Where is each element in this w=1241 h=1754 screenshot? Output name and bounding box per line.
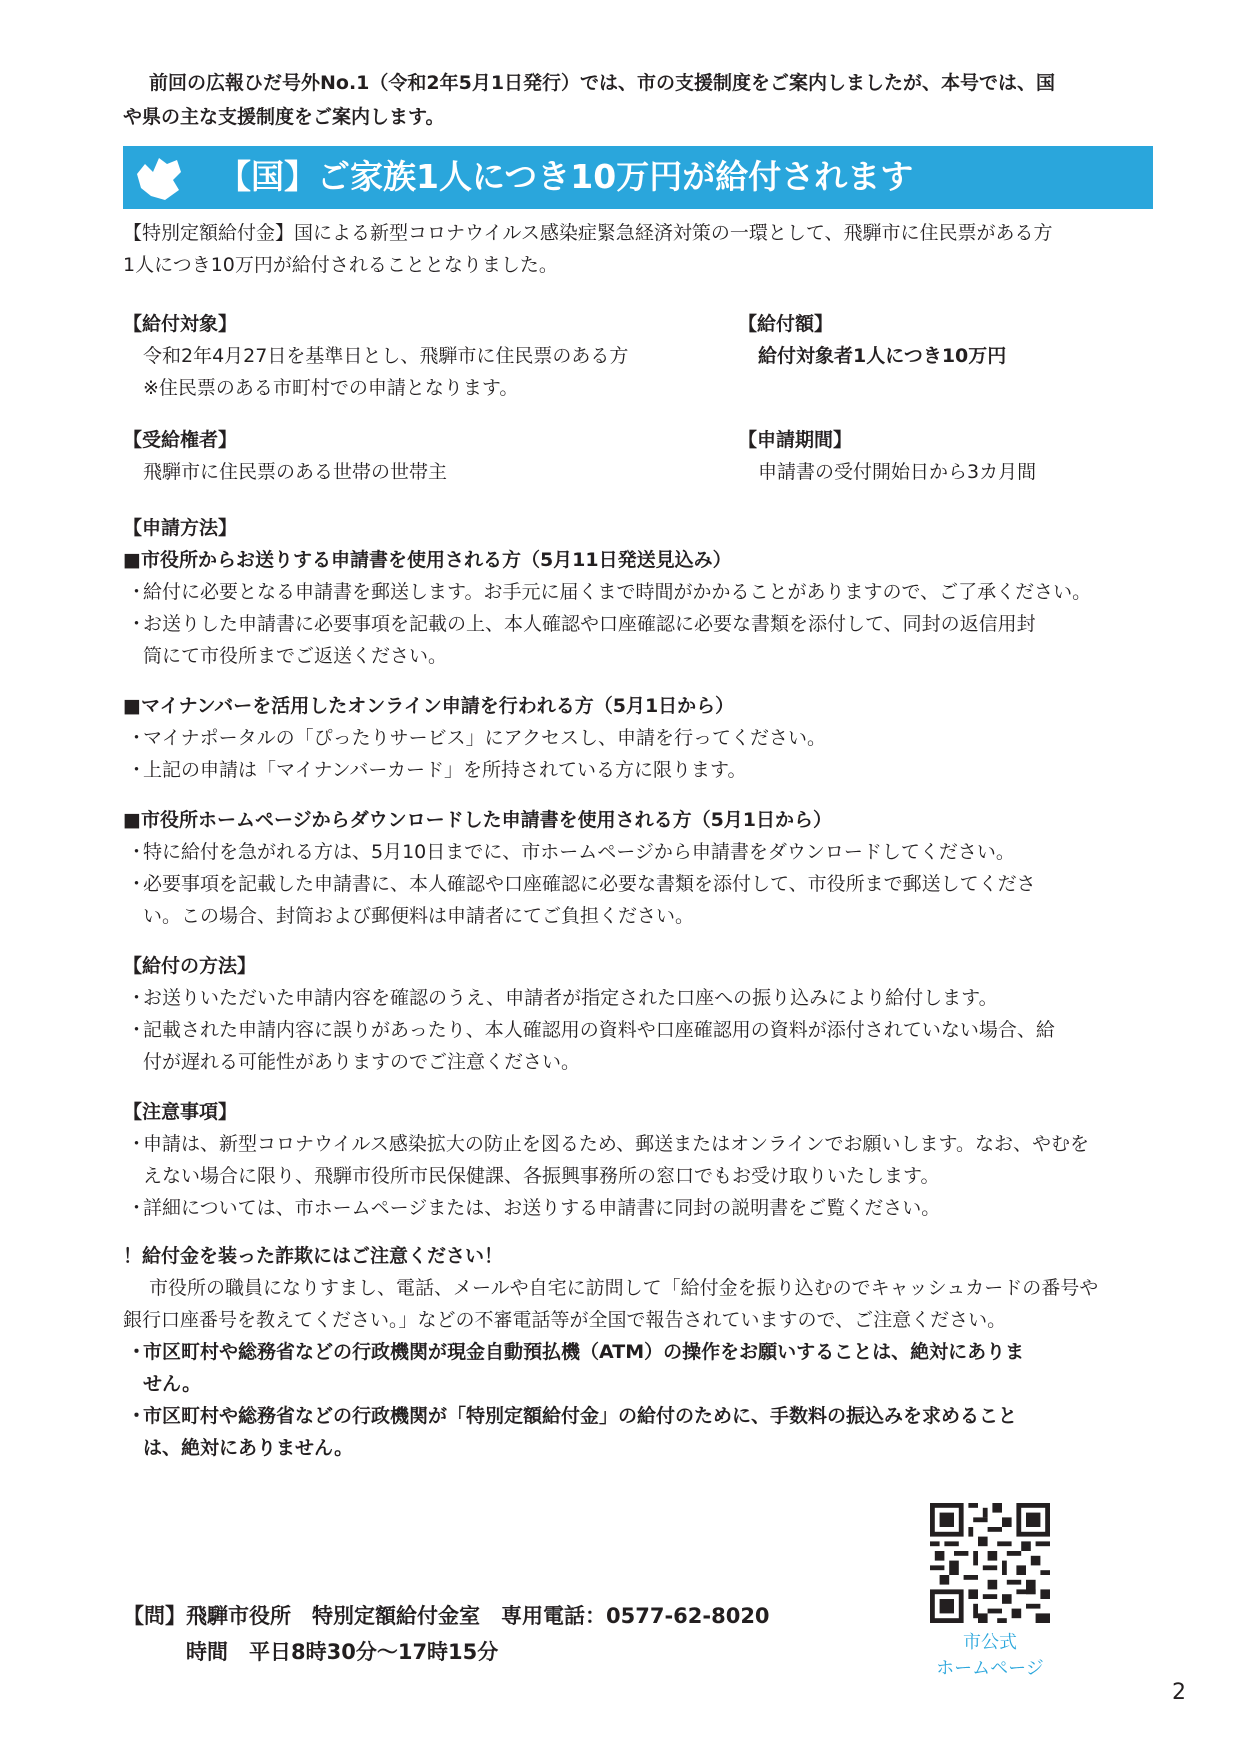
method-block <box>123 512 1153 672</box>
method-sub2 <box>123 690 1153 786</box>
intro-line-2: や県の主な支援制度をご案内します。 <box>123 106 445 128</box>
page-number: 2 <box>1172 1680 1186 1705</box>
lead-line-2: 1人につき10万円が給付されることとなりました。 <box>123 254 558 276</box>
fraud-block <box>123 1240 1153 1464</box>
fraud-line-1: 市役所の職員になりすまし、電話、メールや自宅に訪問して「給付金を振り込むのでキャッシュカードの番号や <box>149 1277 1099 1299</box>
qr-caption-line-2: ホームページ <box>936 1658 1044 1679</box>
recipient-line-1: 飛騨市に住民票のある世帯の世帯主 <box>143 461 448 483</box>
period-block <box>738 424 1036 488</box>
fraud-bullet-1-cont: せん。 <box>143 1373 202 1395</box>
target-line-1: 令和2年4月27日を基準日とし、飛騨市に住民票のある方 <box>143 345 629 367</box>
payment-bullet-1: ・ お送りいただいた申請内容を確認のうえ、申請者が指定された口座への振り込みにより給付します。 <box>127 987 998 1009</box>
period-line-1: 申請書の受付開始日から3カ月間 <box>758 461 1037 483</box>
fraud-bullet-2-cont: は、絶対にありません。 <box>143 1437 354 1459</box>
recipient-heading: 【受給権者】 <box>123 429 238 451</box>
target-block <box>123 308 628 404</box>
period-heading: 【申請期間】 <box>738 429 853 451</box>
method-sub1-bullet-2: ・ お送りした申請書に必要事項を記載の上、本人確認や口座確認に必要な書類を添付して、同封の返信用封 <box>127 613 1036 635</box>
payment-block <box>123 950 1153 1078</box>
method-sub3-bullet-2-cont: い。この場合、封筒および郵便料は申請者にてご負担ください。 <box>143 905 695 927</box>
target-heading: 【給付対象】 <box>123 313 238 335</box>
method-sub3-bullet-2: ・ 必要事項を記載した申請書に、本人確認や口座確認に必要な書類を添付して、市役所まで郵送してくださ <box>127 873 1036 895</box>
lead-line-1: 【特別定額給付金】国による新型コロナウイルス感染症緊急経済対策の一環として、飛騨市に住民票がある方 <box>123 222 1053 244</box>
method-sub2-bullet-2: ・ 上記の申請は「マイナンバーカード」を所持されている方に限ります。 <box>127 759 747 781</box>
qr-code-icon[interactable] <box>930 1503 1050 1623</box>
contact-info <box>123 1598 770 1670</box>
amount-heading: 【給付額】 <box>738 313 834 335</box>
fraud-bullet-2: ・ 市区町村や総務省などの行政機関が「特別定額給付金」の給付のために、手数料の振込みを求めること <box>127 1405 1018 1427</box>
method-sub1-bullet-2-cont: 筒にて市役所までご返送ください。 <box>143 645 448 667</box>
method-sub2-heading: ■マイナンバーを活用したオンライン申請を行われる方（5月1日から） <box>123 695 735 717</box>
qr-caption <box>920 1630 1060 1682</box>
method-sub1-heading: ■市役所からお送りする申請書を使用される方（5月11日発送見込み） <box>123 549 732 571</box>
recipient-block <box>123 424 447 488</box>
contact-line-2: 時間 平日8時30分～17時15分 <box>123 1640 499 1664</box>
notes-bullet-1-cont: えない場合に限り、飛騨市役所市民保健課、各振興事務所の窓口でもお受け取りいたします。 <box>143 1165 940 1187</box>
method-sub1-bullet-1: ・ 給付に必要となる申請書を郵送します。お手元に届くまで時間がかかることがありますので、ご了承ください。 <box>127 581 1092 603</box>
method-sub3 <box>123 804 1153 932</box>
method-sub3-heading: ■市役所ホームページからダウンロードした申請書を使用される方（5月1日から） <box>123 809 833 831</box>
payment-heading: 【給付の方法】 <box>123 955 257 977</box>
banner-title: 【国】ご家族1人につき10万円が給付されます <box>218 157 914 196</box>
contact-line-1: 【問】飛騨市役所 特別定額給付金室 専用電話：0577-62-8020 <box>123 1604 770 1628</box>
payment-bullet-2-cont: 付が遅れる可能性がありますのでご注意ください。 <box>143 1051 581 1073</box>
hida-map-icon <box>131 152 187 204</box>
target-line-2: ※住民票のある市町村での申請となります。 <box>143 377 519 399</box>
intro-line-1: 前回の広報ひだ号外No.1（令和2年5月1日発行）では、市の支援制度をご案内しましたが、本号では、国 <box>149 72 1056 94</box>
fraud-line-2: 銀行口座番号を教えてください。」などの不審電話等が全国で報告されていますので、ご注意ください。 <box>123 1309 1007 1331</box>
method-sub2-bullet-1: ・ マイナポータルの「ぴったりサービス」にアクセスし、申請を行ってください。 <box>127 727 827 749</box>
notes-bullet-2: ・ 詳細については、市ホームページまたは、お送りする申請書に同封の説明書をご覧ください。 <box>127 1197 941 1219</box>
intro <box>123 66 1153 134</box>
payment-bullet-2: ・ 記載された申請内容に誤りがあったり、本人確認用の資料や口座確認用の資料が添付されていない場合、給 <box>127 1019 1055 1041</box>
notes-bullet-1: ・ 申請は、新型コロナウイルス感染拡大の防止を図るため、郵送またはオンラインでお願いします。なお、やむを <box>127 1133 1090 1155</box>
lead <box>123 217 1153 281</box>
qr-caption-line-1: 市公式 <box>963 1632 1017 1653</box>
fraud-heading: ！給付金を装った詐欺にはご注意ください！ <box>123 1245 504 1267</box>
fraud-bullet-1: ・ 市区町村や総務省などの行政機関が現金自動預払機（ATM）の操作をお願いすることは、絶対にありま <box>127 1341 1025 1363</box>
amount-block <box>738 308 1006 372</box>
section-banner <box>123 146 1153 209</box>
amount-line-1: 給付対象者1人につき10万円 <box>758 345 1007 367</box>
notes-heading: 【注意事項】 <box>123 1101 238 1123</box>
method-sub3-bullet-1: ・ 特に給付を急がれる方は、5月10日までに、市ホームページから申請書をダウンロードしてください。 <box>127 841 1015 863</box>
notes-block <box>123 1096 1153 1224</box>
method-heading: 【申請方法】 <box>123 517 238 539</box>
